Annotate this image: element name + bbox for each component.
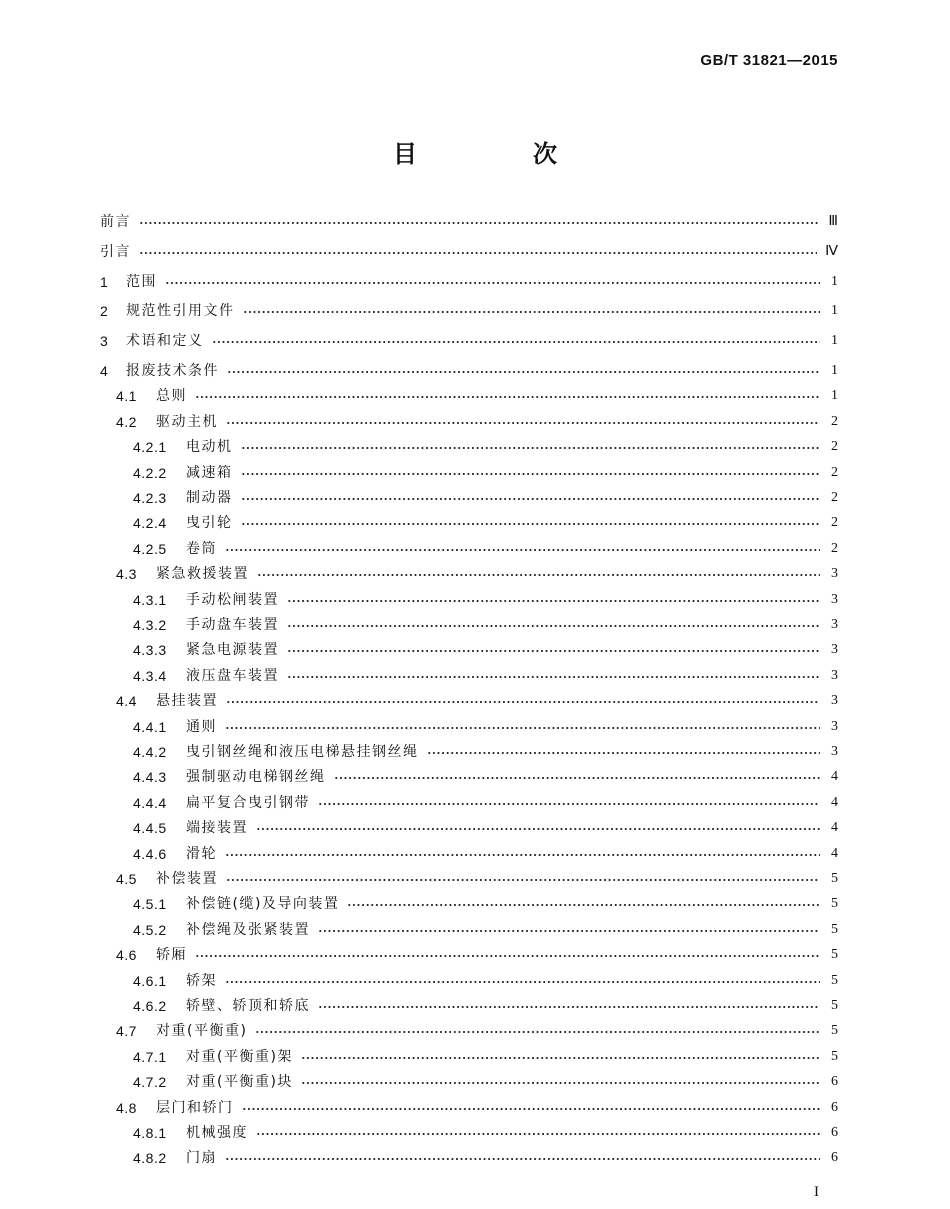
- toc-entry-label: 卷筒: [186, 540, 217, 557]
- toc-entry[interactable]: [100, 1100, 838, 1116]
- dot-leader: [287, 650, 820, 652]
- toc-entry-page: 3: [831, 642, 838, 658]
- dot-leader: [226, 879, 820, 881]
- toc-entry-label: 补偿链(缆)及导向装置: [186, 896, 340, 913]
- toc-entry-label: 范围: [126, 273, 157, 290]
- toc-entry-page: 1: [831, 273, 838, 289]
- toc-entry-page: 6: [831, 1099, 838, 1115]
- toc-entry[interactable]: [100, 617, 838, 633]
- dot-leader: [225, 1158, 820, 1160]
- toc-entry-page: 4: [831, 794, 838, 810]
- dot-leader: [225, 549, 820, 551]
- dot-leader: [241, 447, 821, 449]
- toc-entry-number: 4.3.2: [133, 617, 167, 633]
- toc-entry-label: 驱动主机: [156, 413, 218, 430]
- toc-entry-number: 1: [100, 273, 109, 290]
- toc-entry-label: 制动器: [186, 490, 233, 506]
- toc-entry-page: 5: [831, 1023, 838, 1039]
- toc-entry-label: 通则: [186, 718, 217, 735]
- toc-entry-number: 2: [100, 303, 109, 320]
- toc-entry-label: 紧急救援装置: [156, 566, 249, 583]
- toc-entry-number: 4.4.6: [133, 845, 167, 862]
- toc-entry-label: 补偿绳及张紧装置: [186, 921, 310, 938]
- dot-leader: [242, 1108, 821, 1110]
- toc-entry-number: 4.6.1: [133, 972, 167, 989]
- toc-entry-page: 6: [831, 1125, 838, 1140]
- toc-entry[interactable]: [100, 744, 838, 760]
- dot-leader: [225, 854, 820, 856]
- toc-entry-page: 1: [831, 303, 838, 319]
- toc-entry-page: 3: [831, 718, 838, 734]
- toc-entry-number: 4.2: [116, 413, 137, 430]
- toc-entry-number: 4.4.4: [133, 794, 167, 811]
- toc-entry-page: 6: [831, 1074, 838, 1090]
- toc-entry[interactable]: [100, 244, 838, 260]
- toc-entry[interactable]: [100, 363, 838, 379]
- toc-entry-label: 门扇: [186, 1150, 217, 1167]
- toc-entry-number: 4.3: [116, 566, 137, 583]
- toc-entry[interactable]: [100, 566, 838, 582]
- toc-entry[interactable]: [100, 998, 838, 1014]
- toc-entry[interactable]: [100, 214, 838, 230]
- toc-entry-label: 强制驱动电梯钢丝绳: [186, 769, 326, 786]
- dot-leader: [334, 777, 821, 779]
- toc-entry-label: 对重(平衡重)块: [186, 1074, 293, 1091]
- toc-entry[interactable]: [100, 719, 838, 735]
- standard-number: GB/T 31821—2015: [700, 52, 838, 69]
- toc-entry-number: 4.2.1: [133, 439, 167, 456]
- toc-entry-label: 总则: [156, 388, 187, 405]
- toc-entry-page: 5: [831, 921, 838, 937]
- dot-leader: [287, 625, 820, 627]
- toc-entry[interactable]: [100, 303, 838, 319]
- dot-leader: [318, 930, 820, 932]
- toc-entry-page: 2: [831, 464, 838, 480]
- toc-entry-number: 4.7.2: [133, 1074, 167, 1091]
- toc-entry-page: 3: [831, 693, 838, 709]
- toc-entry-number: 4.5.2: [133, 921, 167, 938]
- toc-entry[interactable]: [100, 333, 838, 349]
- toc-entry-number: 4.3.1: [133, 591, 167, 608]
- toc-entry-number: 4.2.3: [133, 490, 167, 506]
- toc-entry-number: 4.4.5: [133, 820, 167, 837]
- dot-leader: [257, 574, 820, 576]
- dot-leader: [165, 282, 820, 284]
- dot-leader: [256, 828, 820, 830]
- toc-entry-page: 2: [831, 515, 838, 531]
- toc-entry-label: 端接装置: [186, 820, 248, 837]
- toc-entry-page: 3: [831, 617, 838, 632]
- toc-entry-page: 5: [831, 1048, 838, 1064]
- toc-entry-label: 对重(平衡重)架: [186, 1048, 293, 1065]
- toc-entry-page: 3: [831, 591, 838, 607]
- toc-entry[interactable]: [100, 414, 838, 430]
- toc-entry-label: 悬挂装置: [156, 693, 218, 710]
- toc-entry-number: 4.8: [116, 1099, 137, 1116]
- toc-entry[interactable]: [100, 592, 838, 608]
- toc-entry[interactable]: [100, 871, 838, 887]
- toc-entry[interactable]: [100, 1023, 838, 1039]
- toc-entry-number: 4.7.1: [133, 1048, 167, 1065]
- toc-entry-page: 4: [831, 820, 838, 836]
- toc-entry-page: 1: [831, 333, 838, 349]
- toc-entry-label: 引言: [100, 243, 131, 260]
- toc-entry-number: 4.5.1: [133, 896, 167, 913]
- dot-leader: [301, 1057, 820, 1059]
- dot-leader: [318, 1006, 820, 1008]
- page-title: 目 次: [393, 140, 603, 168]
- toc-entry[interactable]: [100, 439, 838, 455]
- toc-entry-label: 术语和定义: [126, 333, 204, 350]
- toc-entry-page: 1: [831, 388, 838, 404]
- toc-entry-page: 4: [831, 769, 838, 785]
- toc-entry-page: Ⅲ: [828, 214, 838, 229]
- dot-leader: [255, 1031, 820, 1033]
- page-folio: I: [814, 1184, 819, 1200]
- toc-entry-page: 5: [831, 998, 838, 1013]
- toc-entry[interactable]: [100, 820, 838, 836]
- toc-entry-number: 4.3.3: [133, 642, 167, 659]
- toc-entry[interactable]: [100, 1049, 838, 1065]
- toc-entry-number: 4.2.2: [133, 464, 167, 481]
- toc-entry-label: 紧急电源装置: [186, 642, 279, 659]
- toc-entry[interactable]: [100, 947, 838, 963]
- toc-entry[interactable]: [100, 642, 838, 658]
- toc-entry[interactable]: [100, 490, 838, 506]
- toc-entry-page: 2: [831, 540, 838, 556]
- dot-leader: [347, 904, 820, 906]
- toc-entry-number: 4.3.4: [133, 667, 167, 684]
- toc-entry[interactable]: [100, 922, 838, 938]
- toc-entry-page: 6: [831, 1150, 838, 1166]
- toc-entry-number: 4.4.2: [133, 744, 167, 760]
- toc-entry[interactable]: [100, 846, 838, 862]
- toc-entry-page: Ⅳ: [825, 243, 838, 259]
- toc-entry[interactable]: [100, 693, 838, 709]
- toc-entry-number: 4.8.2: [133, 1150, 167, 1167]
- toc-entry-number: 3: [100, 333, 109, 350]
- toc-entry-label: 手动盘车装置: [186, 617, 279, 633]
- dot-leader: [225, 727, 820, 729]
- toc-entry[interactable]: [100, 388, 838, 404]
- toc-entry[interactable]: [100, 973, 838, 989]
- toc-entry-label: 轿厢: [156, 947, 187, 964]
- dot-leader: [287, 676, 820, 678]
- toc-entry-label: 报废技术条件: [126, 363, 219, 379]
- dot-leader: [318, 803, 820, 805]
- toc-entry-label: 扁平复合曳引钢带: [186, 794, 310, 811]
- dot-leader: [195, 396, 820, 398]
- toc-entry-label: 前言: [100, 214, 131, 230]
- toc-entry-label: 手动松闸装置: [186, 591, 279, 608]
- dot-leader: [301, 1082, 820, 1084]
- dot-leader: [243, 311, 821, 313]
- toc-entry-number: 4.6.2: [133, 998, 167, 1014]
- toc-entry-page: 3: [831, 566, 838, 582]
- toc-entry[interactable]: [100, 896, 838, 912]
- toc-entry-page: 5: [831, 947, 838, 963]
- toc-entry-number: 4.4.3: [133, 769, 167, 786]
- dot-leader: [256, 1133, 820, 1135]
- toc-entry[interactable]: [100, 668, 838, 684]
- toc-entry-label: 对重(平衡重): [156, 1023, 248, 1040]
- toc-entry-page: 2: [831, 490, 838, 505]
- toc-entry-label: 液压盘车装置: [186, 667, 279, 684]
- toc-entry[interactable]: [100, 465, 838, 481]
- dot-leader: [241, 498, 821, 500]
- dot-leader: [241, 473, 821, 475]
- toc-entry-label: 机械强度: [186, 1125, 248, 1141]
- toc-entry-number: 4.5: [116, 871, 137, 887]
- toc-entry-page: 5: [831, 896, 838, 912]
- toc-entry-page: 5: [831, 871, 838, 886]
- toc-entry[interactable]: [100, 769, 838, 785]
- dot-leader: [225, 981, 820, 983]
- toc-entry-number: 4.6: [116, 947, 137, 964]
- toc-entry-number: 4.2.5: [133, 540, 167, 557]
- toc-entry-label: 层门和轿门: [156, 1099, 234, 1116]
- toc-entry-page: 3: [831, 667, 838, 683]
- toc-entry[interactable]: [100, 274, 838, 290]
- toc-entry[interactable]: [100, 515, 838, 531]
- toc-entry-label: 减速箱: [186, 464, 233, 481]
- dot-leader: [241, 523, 821, 525]
- dot-leader: [427, 752, 821, 754]
- dot-leader: [226, 701, 820, 703]
- toc-entry-number: 4.2.4: [133, 515, 167, 532]
- toc-entry-label: 轿壁、轿顶和轿底: [186, 998, 310, 1014]
- toc-entry-page: 5: [831, 972, 838, 988]
- toc-entry-number: 4.4: [116, 693, 137, 710]
- dot-leader: [212, 341, 821, 343]
- toc-entry[interactable]: [100, 541, 838, 557]
- toc-entry[interactable]: [100, 1074, 838, 1090]
- toc-entry-label: 电动机: [186, 439, 233, 456]
- toc-entry-page: 4: [831, 845, 838, 861]
- toc-entry-label: 曳引轮: [186, 515, 233, 532]
- toc-entry-number: 4.1: [116, 388, 137, 405]
- dot-leader: [139, 252, 817, 254]
- dot-leader: [195, 955, 820, 957]
- dot-leader: [139, 222, 820, 224]
- toc-entry-number: 4.4.1: [133, 718, 167, 735]
- toc-entry-page: 2: [831, 413, 838, 429]
- toc-entry-number: 4: [100, 363, 109, 379]
- toc-entry-label: 曳引钢丝绳和液压电梯悬挂钢丝绳: [186, 744, 419, 760]
- toc-entry-label: 规范性引用文件: [126, 303, 235, 320]
- toc-entry[interactable]: [100, 795, 838, 811]
- toc-entry[interactable]: [100, 1125, 838, 1141]
- toc-entry-label: 滑轮: [186, 845, 217, 862]
- toc-entry-page: 3: [831, 744, 838, 759]
- toc-entry-number: 4.7: [116, 1023, 137, 1040]
- toc-entry-number: 4.8.1: [133, 1125, 167, 1141]
- toc-entry[interactable]: [100, 1150, 838, 1166]
- toc-entry-page: 2: [831, 439, 838, 455]
- dot-leader: [287, 600, 820, 602]
- toc-entry-label: 轿架: [186, 972, 217, 989]
- dot-leader: [226, 422, 820, 424]
- toc-entry-label: 补偿装置: [156, 871, 218, 887]
- dot-leader: [227, 371, 820, 373]
- toc-entry-page: 1: [831, 363, 838, 378]
